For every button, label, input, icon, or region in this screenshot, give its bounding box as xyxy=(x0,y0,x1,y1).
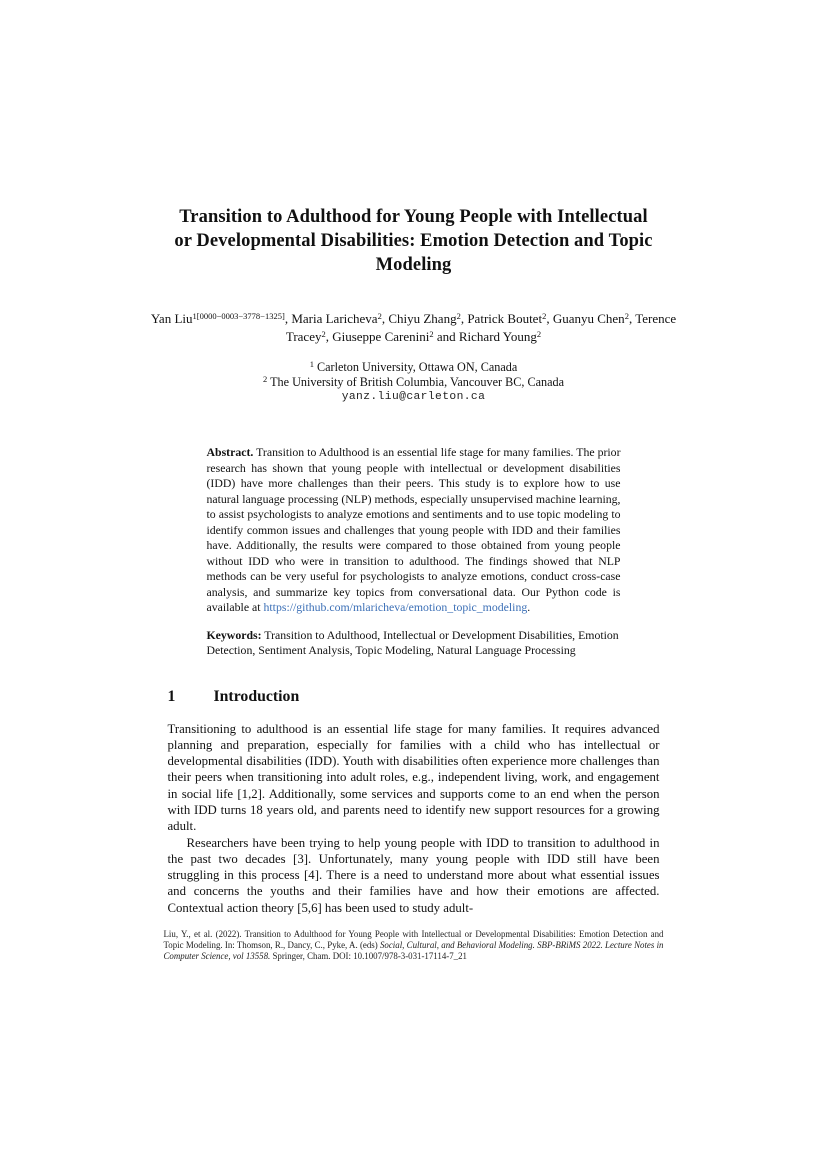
author-name: Maria Laricheva xyxy=(291,311,378,326)
intro-paragraph-1: Transitioning to adulthood is an essential life stage for many families. It requires advanced planning and preparation, especially for families with a child who has intellectual or developmental disabilities (IDD). Youth with disabilities often experience more challenges than their peers when transitioning into adult roles, e.g., independent living, work, and engagement in social life [1,2]. Additionally, some services and supports come to an end when the person with IDD turns 18 years old, and parents need to identify new support resources for a growing adult. xyxy=(167,721,660,834)
author-affil-superscript: 2 xyxy=(456,311,461,321)
author-separator: , xyxy=(284,311,292,326)
github-link[interactable]: https://github.com/mlaricheva/emotion_topic_modeling xyxy=(263,600,528,614)
intro-paragraph-2: Researchers have been trying to help young people with IDD to transition to adulthood in the past two decades [3]. Unfortunately, many young people with IDD still have been struggling in this process [4]. There is a need to understand more about what essential issues and concerns the youths and their families have and how their emotions are affected. Contextual action theory [5,6] has been used to study adult- xyxy=(167,835,660,915)
affiliations-block xyxy=(0,360,827,390)
section-title: Introduction xyxy=(213,687,300,705)
author-name: Terence Tracey xyxy=(285,311,677,344)
citation-italic-title: Social, Cultural, and Behavioral Modeling. SBP-BRiMS 2022. Lecture Notes in Computer Science, vol 13558. xyxy=(163,940,664,962)
author-affil-superscript: 2 xyxy=(624,311,629,321)
keywords-text: Transition to Adulthood, Intellectual or Development Disabilities, Emotion Detection, Sentiment Analysis, Topic Modeling, Natural Language Processing xyxy=(206,627,619,657)
author-affil-superscript: 2 xyxy=(536,328,542,339)
abstract-section xyxy=(207,445,621,616)
affiliation-text: The University of British Columbia, Vancouver BC, Canada xyxy=(267,375,564,389)
author-name: Yan Liu xyxy=(150,311,193,326)
citation-text-after: Springer, Cham. DOI: 10.1007/978-3-031-17114-7_21 xyxy=(270,951,467,962)
footer-citation xyxy=(164,929,664,962)
author-name: Giuseppe Carenini xyxy=(332,328,430,344)
abstract-text: Transition to Adulthood is an essential life stage for many families. The prior research has shown that young people with intellectual or development disabilities (IDD) have more challenges than their peers. This study is to explore how to use natural language processing (NLP) methods, especially unsupervised machine learning, to assist psychologists to analyze emotions and sentiments and to use topic modeling to identify common issues and challenges that young people with IDD and their families have. Additionally, the results were compared to those obtained from young people without IDD who were in transition to adulthood. The findings showed that NLP methods can be very useful for psychologists to analyze emotions, conduct cross-case analysis, and summarize key topics from conversational data. Our Python code is available at xyxy=(206,445,621,614)
author-name: Chiyu Zhang xyxy=(388,311,457,326)
email-address: yanz.liu@carleton.ca xyxy=(341,391,486,403)
author-separator: , xyxy=(325,328,333,344)
author-orcid-superscript: 1[0000−0003−3778−1325] xyxy=(192,311,285,321)
affiliation-marker: 1 xyxy=(309,359,314,369)
authors-line xyxy=(149,310,679,345)
body-column xyxy=(168,688,660,917)
paper-title: Transition to Adulthood for Young People with Intellectual or Developmental Disabilities: Emotion Detection and Topic Modeling xyxy=(174,207,653,275)
author-separator: , xyxy=(546,311,553,326)
author-affil-superscript: 2 xyxy=(429,328,434,339)
abstract-label: Abstract. xyxy=(206,445,254,459)
affiliation-marker: 2 xyxy=(263,374,268,384)
author-affil-superscript: 2 xyxy=(321,328,326,339)
author-name: Guanyu Chen xyxy=(552,311,625,326)
author-separator: , xyxy=(460,311,468,326)
author-name: Patrick Boutet xyxy=(467,311,543,326)
affiliation-text: Carleton University, Ottawa ON, Canada xyxy=(313,360,518,374)
section-number: 1 xyxy=(167,687,176,705)
keywords-section xyxy=(207,628,621,659)
affiliation-line-1 xyxy=(0,360,827,375)
author-name: Richard Young xyxy=(458,328,537,344)
affiliation-line-2 xyxy=(0,375,827,390)
author-affil-superscript: 2 xyxy=(377,311,382,321)
author-separator: , xyxy=(628,311,636,326)
keywords-label: Keywords: xyxy=(206,627,262,642)
author-affil-superscript: 2 xyxy=(542,311,547,321)
abstract-period: . xyxy=(527,600,531,614)
section-1-heading xyxy=(168,688,660,706)
author-separator: , xyxy=(381,311,389,326)
author-separator: and xyxy=(433,328,459,344)
citation-text-before: Liu, Y., et al. (2022). Transition to Adulthood for Young People with Intellectual or Developmental Disabilities: Emotion Detection and Topic Modeling. In: Thomson, R., Dancy, C., Pyke, A. (eds) xyxy=(163,929,664,951)
